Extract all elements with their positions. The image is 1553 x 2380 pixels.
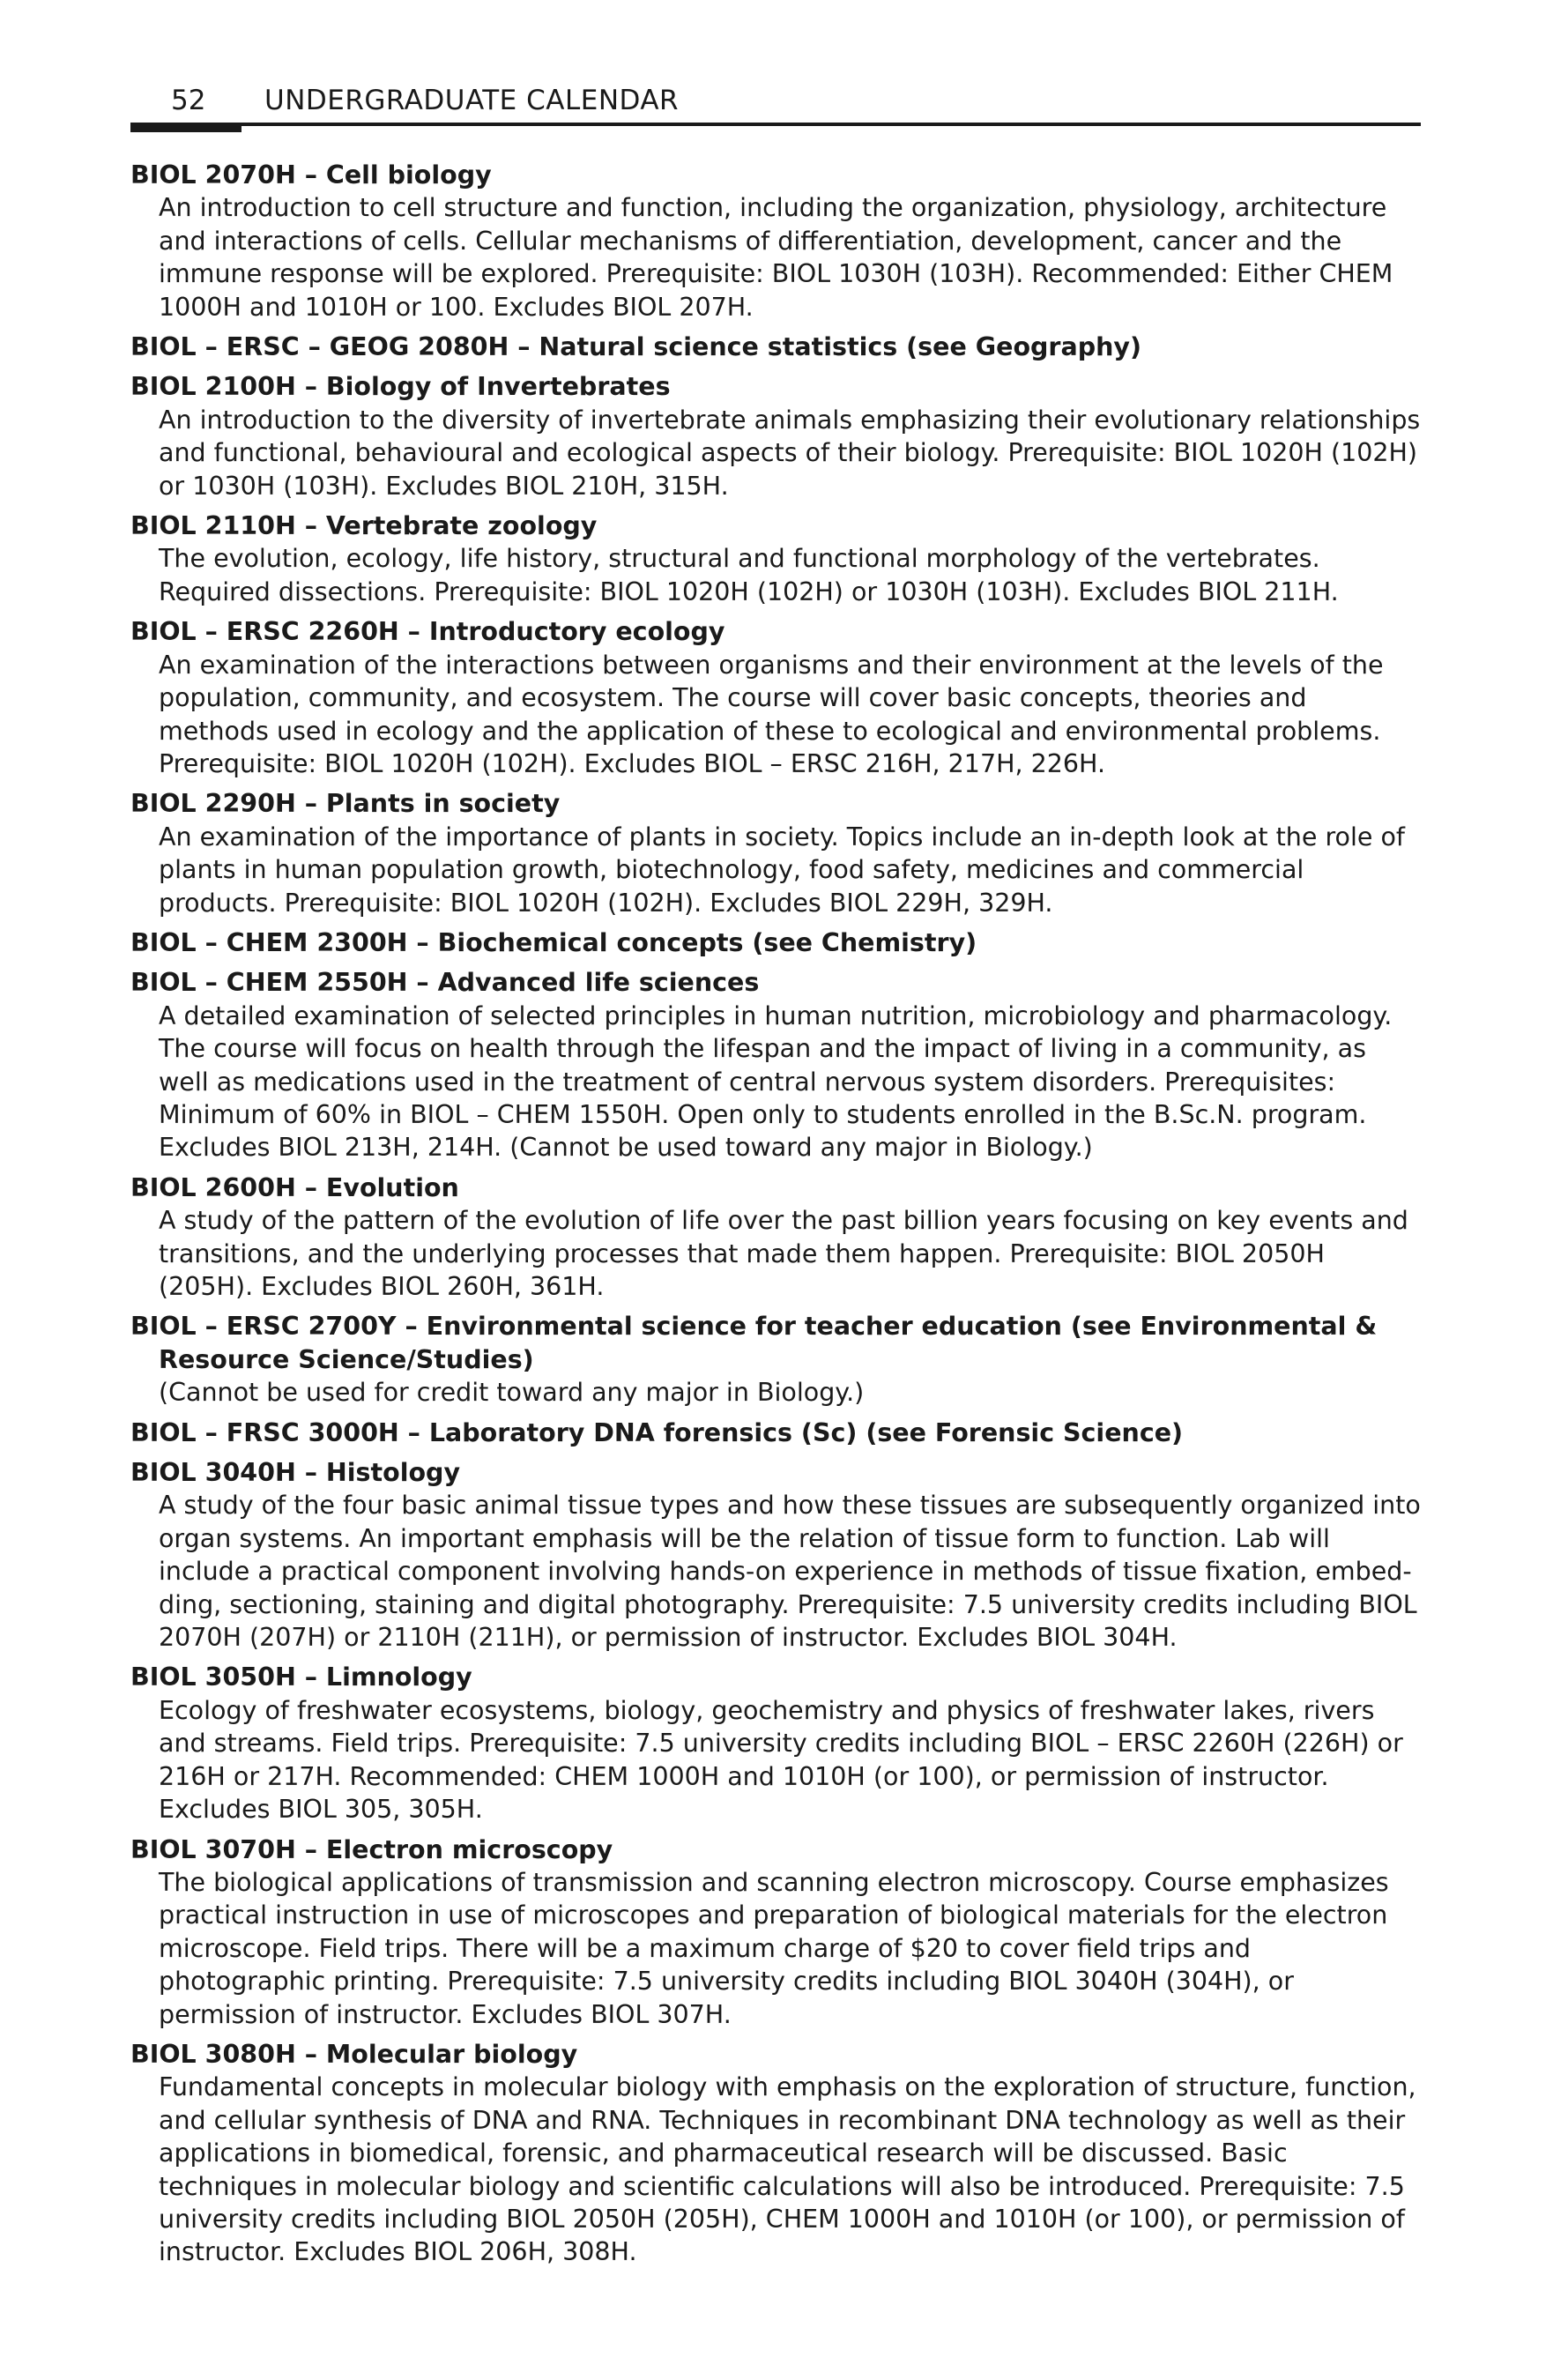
- course-entry: [130, 1171, 1421, 1304]
- course-description: A detailed examination of selected principles in human nutrition, microbiology and pharmacology. The course will focus on health through the lifespan and the impact of living in a community, as well as medications used in the treatment of central nervous system disorders. Prerequisites: Minimum of 60% in BIOL – CHEM 1550H. Open only to students enrolled in the B.Sc.N. program. Excludes BIOL 213H, 214H. (Cannot be used toward any major in Biology.): [159, 1000, 1393, 1163]
- course-title: BIOL 3040H – Histology: [130, 1458, 461, 1488]
- course-description: The evolution, ecology, life history, structural and functional morphology of the vertebrates. Required dissections. Prerequisite: BIOL 1020H (102H) or 1030H (103H). Excludes BIOL 211H.: [159, 544, 1339, 606]
- course-title: BIOL 2600H – Evolution: [130, 1172, 459, 1202]
- course-title: BIOL – ERSC 2700Y – Environmental science for teacher education (see Environmental & Resource Science/Studies): [130, 1312, 1378, 1374]
- course-title: BIOL – CHEM 2300H – Biochemical concepts (see Chemistry): [130, 927, 977, 957]
- course-entry: [130, 787, 1421, 919]
- header-rule: [130, 123, 1421, 126]
- course-entry: [130, 926, 1421, 959]
- course-entry: [130, 159, 1421, 324]
- course-entry: [130, 1456, 1421, 1654]
- course-entry: [130, 2038, 1421, 2269]
- course-entry: [130, 1661, 1421, 1826]
- course-title: BIOL – FRSC 3000H – Laboratory DNA forensics (Sc) (see Forensic Science): [130, 1417, 1184, 1447]
- course-description: An introduction to cell structure and function, including the organization, physiology, architecture and interactions of cells. Cellular mechanisms of differentiation, development, cancer and the immune response will be explored. Prerequisite: BIOL 1030H (103H). Recommended: Either CHEM 1000H and 1010H or 100. Excludes BIOL 207H.: [159, 193, 1393, 322]
- course-entry: [130, 1417, 1421, 1449]
- course-title: BIOL 2070H – Cell biology: [130, 160, 492, 190]
- course-title: BIOL – ERSC – GEOG 2080H – Natural science statistics (see Geography): [130, 332, 1141, 362]
- course-description: The biological applications of transmission and scanning electron microscopy. Course emphasizes practical instruction in use of microscopes and preparation of biological materials for the electron microscope. Field trips. There will be a maximum charge of $20 to cover field trips and photographic printing. Prerequisite: 7.5 university credits including BIOL 3040H (304H), or permission of instructor. Excludes BIOL 307H.: [159, 1867, 1389, 2029]
- course-title: BIOL – CHEM 2550H – Advanced life sciences: [130, 968, 760, 998]
- course-description: A study of the four basic animal tissue types and how these tissues are subsequently organized into organ systems. An important emphasis will be the relation of tissue form to function. Lab will include a practical component involving hands-on experience in methods of tissue fixation, embed-ding, sectioning, staining and digital photography. Prerequisite: 7.5 university credits including BIOL 2070H (207H) or 2110H (211H), or permission of instructor. Excludes BIOL 304H.: [159, 1491, 1421, 1653]
- course-title: BIOL 3080H – Molecular biology: [130, 2039, 578, 2069]
- course-description: Fundamental concepts in molecular biology with emphasis on the exploration of structure, function, and cellular synthesis of DNA and RNA. Techniques in recombinant DNA technology as well as their applications in biomedical, forensic, and pharmaceutical research will be discussed. Basic techniques in molecular biology and scientific calculations will also be introduced. Prerequisite: 7.5 university credits including BIOL 2050H (205H), CHEM 1000H and 1010H (or 100), or permission of instructor. Excludes BIOL 206H, 308H.: [159, 2072, 1416, 2267]
- course-title: BIOL 2100H – Biology of Invertebrates: [130, 372, 671, 402]
- running-header-title: UNDERGRADUATE CALENDAR: [264, 85, 680, 116]
- course-description: Ecology of freshwater ecosystems, biology, geochemistry and physics of freshwater lakes, rivers and streams. Field trips. Prerequisite: 7.5 university credits including BIOL – ERSC 2260H (226H) or 216H or 217H. Recommended: CHEM 1000H and 1010H (or 100), or permission of instructor. Excludes BIOL 305, 305H.: [159, 1695, 1403, 1825]
- course-description: An examination of the interactions between organisms and their environment at the levels of the population, community, and ecosystem. The course will cover basic concepts, theories and methods used in ecology and the application of these to ecological and environmental problems. Prerequisite: BIOL 1020H (102H). Excludes BIOL – ERSC 216H, 217H, 226H.: [159, 650, 1384, 778]
- course-entry: [130, 370, 1421, 502]
- course-title: BIOL – ERSC 2260H – Introductory ecology: [130, 617, 725, 647]
- course-entry: [130, 966, 1421, 1164]
- course-entry: [130, 331, 1421, 363]
- course-description: A study of the pattern of the evolution of life over the past billion years focusing on key events and transitions, and the underlying processes that made them happen. Prerequisite: BIOL 2050H (205H). Excludes BIOL 260H, 361H.: [159, 1206, 1408, 1301]
- course-title: BIOL 3070H – Electron microscopy: [130, 1834, 613, 1864]
- course-list: [130, 159, 1421, 2276]
- course-entry: [130, 1310, 1421, 1409]
- course-description: An introduction to the diversity of invertebrate animals emphasizing their evolutionary relationships and functional, behavioural and ecological aspects of their biology. Prerequisite: BIOL 1020H (102H) or 1030H (103H). Excludes BIOL 210H, 315H.: [159, 405, 1421, 501]
- header-tab-marker: [130, 123, 241, 132]
- course-description: (Cannot be used for credit toward any major in Biology.): [159, 1378, 865, 1408]
- course-entry: [130, 509, 1421, 608]
- course-description: An examination of the importance of plants in society. Topics include an in-depth look at the role of plants in human population growth, biotechnology, food safety, medicines and commercial products. Prerequisite: BIOL 1020H (102H). Excludes BIOL 229H, 329H.: [159, 822, 1405, 918]
- course-title: BIOL 3050H – Limnology: [130, 1662, 472, 1692]
- course-entry: [130, 615, 1421, 780]
- page-number: 52: [171, 85, 206, 116]
- course-title: BIOL 2290H – Plants in society: [130, 789, 561, 819]
- course-entry: [130, 1833, 1421, 2031]
- page-header: [130, 81, 1421, 127]
- course-title: BIOL 2110H – Vertebrate zoology: [130, 511, 598, 541]
